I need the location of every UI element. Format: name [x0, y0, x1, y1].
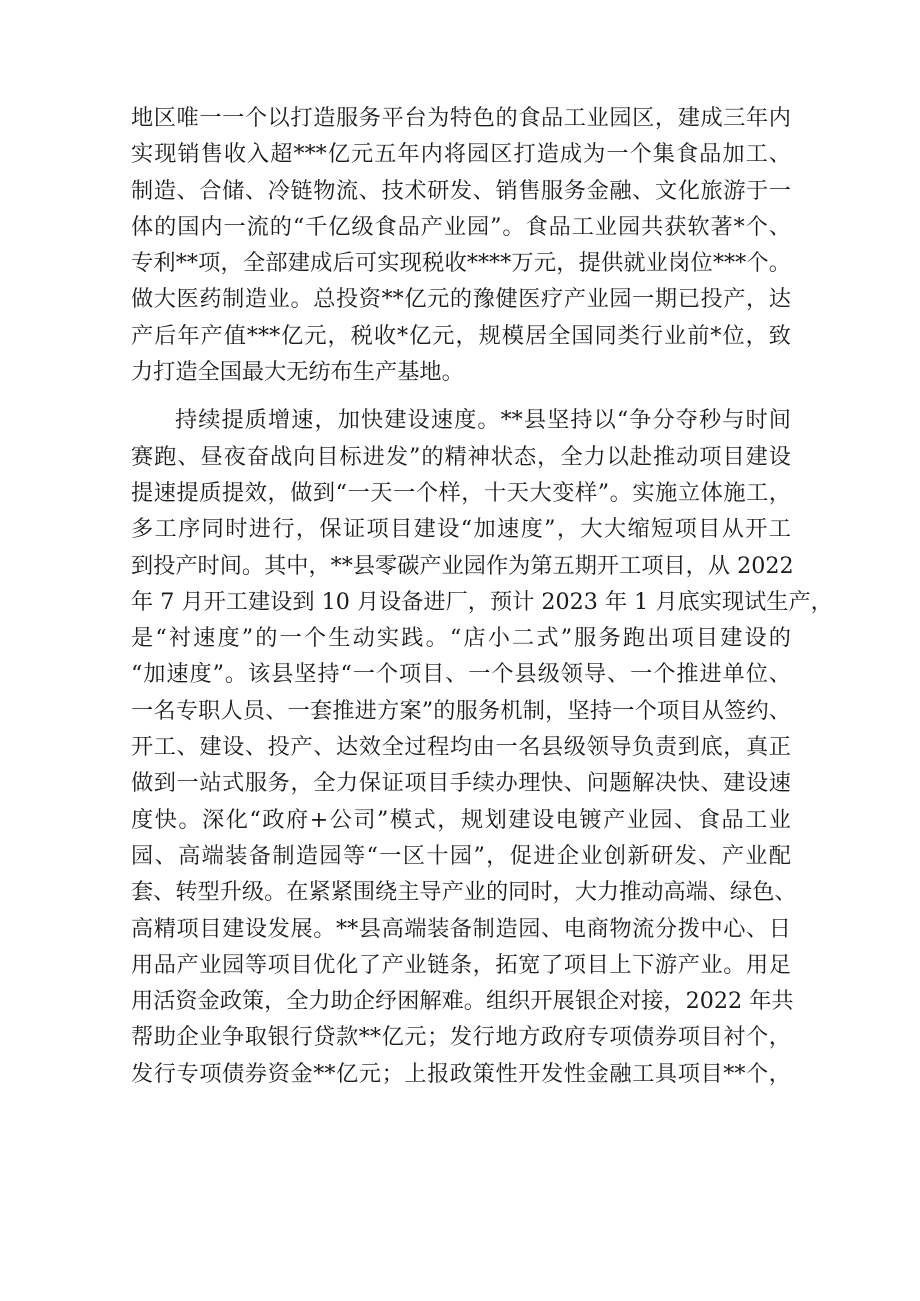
paragraph-gap: [131, 390, 791, 402]
text-line: 发行专项债券资金**亿元；上报政策性开发性金融工具项目**个，: [131, 1060, 791, 1087]
document-page: [131, 100, 833, 1092]
text-line: 年 7 月开工建设到 10 月设备进厂，预计 2023 年 1 月底实现试生产，: [131, 588, 833, 615]
text-line: 度快。深化“政府+公司”模式，规划建设电镀产业园、食品工业: [131, 806, 791, 833]
text-line: 多工序同时进行，保证项目建设“加速度”，大大缩短项目从开工: [131, 516, 791, 543]
text-line: 是“衬速度”的一个生动实践。“店小二式”服务跑出项目建设的: [131, 625, 791, 652]
text-line: 用品产业园等项目优化了产业链条，拓宽了项目上下游产业。用足: [131, 951, 791, 978]
text-line: 高精项目建设发展。**县高端装备制造园、电商物流分拨中心、日: [131, 915, 791, 942]
text-line: 产后年产值***亿元，税收*亿元，规模居全国同类行业前*位，致: [131, 322, 791, 349]
text-line: 提速提质提效，做到“一天一个样，十天大变样”。实施立体施工，: [131, 479, 791, 506]
text-line: 帮助企业争取银行贷款**亿元；发行地方政府专项债券项目衬个，: [131, 1024, 791, 1051]
text-line: 地区唯一一个以打造服务平台为特色的食品工业园区，建成三年内: [131, 105, 791, 131]
text-line: 做到一站式服务，全力保证项目手续办理快、问题解决快、建设速: [131, 770, 791, 797]
text-line: “加速度”。该县坚持“一个项目、一个县级领导、一个推进单位、: [131, 661, 791, 688]
text-line: 赛跑、昼夜奋战向目标进发”的精神状态，全力以赴推动项目建设: [131, 443, 791, 470]
paragraph-speed-up: [131, 402, 833, 1092]
paragraph-food-park: [131, 100, 791, 390]
text-line: 实现销售收入超***亿元五年内将园区打造成为一个集食品加工、: [131, 141, 791, 168]
text-line: 套、转型升级。在紧紧围绕主导产业的同时，大力推动高端、绿色、: [131, 879, 797, 906]
text-line: 体的国内一流的“千亿级食品产业园”。食品工业园共获软著*个、: [131, 213, 791, 240]
text-line: 专利**项，全部建成后可实现税收****万元，提供就业岗位***个。: [131, 250, 791, 277]
text-line: 园、高端装备制造园等“一区十园”，促进企业创新研发、产业配: [131, 842, 791, 869]
text-line: 一名专职人员、一套推进方案”的服务机制，坚持一个项目从签约、: [131, 697, 791, 724]
text-line: 用活资金政策，全力助企纾困解难。组织开展银企对接，2022 年共: [131, 988, 794, 1015]
text-line: 力打造全国最大无纺布生产基地。: [131, 359, 464, 386]
text-line: 制造、合储、冷链物流、技术研发、销售服务金融、文化旅游于一: [131, 177, 791, 204]
text-line: 做大医药制造业。总投资**亿元的豫健医疗产业园一期已投产，达: [131, 286, 791, 313]
text-line: 持续提质增速，加快建设速度。**县坚持以“争分夺秒与时间: [175, 407, 791, 434]
text-line: 到投产时间。其中，**县零碳产业园作为第五期开工项目，从 2022: [131, 552, 794, 579]
text-line: 开工、建设、投产、达效全过程均由一名县级领导负责到底，真正: [131, 734, 791, 761]
